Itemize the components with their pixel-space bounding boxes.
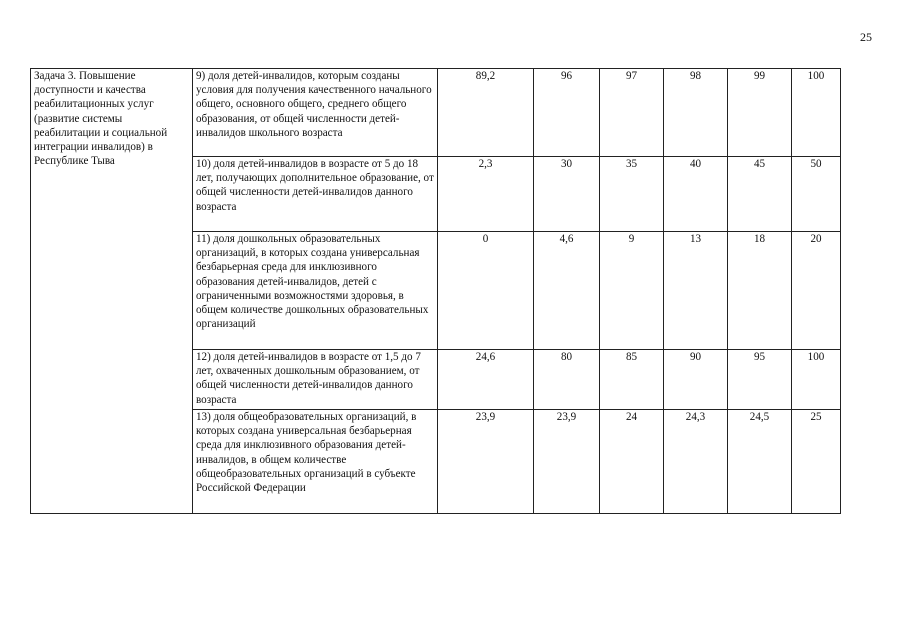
value-cell: 2,3 — [438, 157, 534, 232]
value-cell: 25 — [792, 410, 841, 514]
value-cell: 85 — [600, 350, 664, 410]
value-cell: 99 — [728, 69, 792, 157]
indicator-cell: 9) доля детей-инвалидов, которым созданы условия для получения качественного начального общего, основного общего, среднего общего образования, от общей численности детей-инвалидов школьного возраста — [193, 69, 438, 157]
value-cell: 90 — [664, 350, 728, 410]
value-cell: 0 — [438, 232, 534, 350]
value-cell: 50 — [792, 157, 841, 232]
value-cell: 30 — [534, 157, 600, 232]
value-cell: 23,9 — [534, 410, 600, 514]
value-cell: 89,2 — [438, 69, 534, 157]
page-number: 25 — [860, 30, 872, 44]
indicator-cell: 10) доля детей-инвалидов в возрасте от 5 до 18 лет, получающих дополнительное образование, от общей численности детей-инвалидов данного возраста — [193, 157, 438, 232]
value-cell: 23,9 — [438, 410, 534, 514]
value-cell: 24,5 — [728, 410, 792, 514]
value-cell: 20 — [792, 232, 841, 350]
table-row — [31, 69, 841, 157]
indicator-cell: 12) доля детей-инвалидов в возрасте от 1,5 до 7 лет, охваченных дошкольным образованием, от общей численности детей-инвалидов данного возраста — [193, 350, 438, 410]
value-cell: 4,6 — [534, 232, 600, 350]
indicators-table — [30, 68, 841, 514]
value-cell: 9 — [600, 232, 664, 350]
value-cell: 35 — [600, 157, 664, 232]
value-cell: 24 — [600, 410, 664, 514]
value-cell: 13 — [664, 232, 728, 350]
value-cell: 24,3 — [664, 410, 728, 514]
value-cell: 80 — [534, 350, 600, 410]
value-cell: 40 — [664, 157, 728, 232]
indicator-cell: 11) доля дошкольных образовательных организаций, в которых создана универсальная безбарьерная среда для инклюзивного образования детей-инвалидов, детей с ограниченными возможностями здоровья, в общем количестве дошкольных образовательных организаций — [193, 232, 438, 350]
value-cell: 96 — [534, 69, 600, 157]
value-cell: 97 — [600, 69, 664, 157]
value-cell: 18 — [728, 232, 792, 350]
value-cell: 100 — [792, 69, 841, 157]
task-label: Задача 3. Повышение доступности и качества реабилитационных услуг (развитие системы реабилитации и социальной интеграции инвалидов) в Республике Тыва — [34, 70, 168, 168]
value-cell: 24,6 — [438, 350, 534, 410]
value-cell: 45 — [728, 157, 792, 232]
value-cell: 98 — [664, 69, 728, 157]
task-cell — [31, 69, 193, 514]
indicator-cell: 13) доля общеобразовательных организаций, в которых создана универсальная безбарьерная среда для инклюзивного образования детей-инвалидов, в общем количестве общеобразовательных организаций в субъекте Российской Федерации — [193, 410, 438, 514]
value-cell: 100 — [792, 350, 841, 410]
value-cell: 95 — [728, 350, 792, 410]
